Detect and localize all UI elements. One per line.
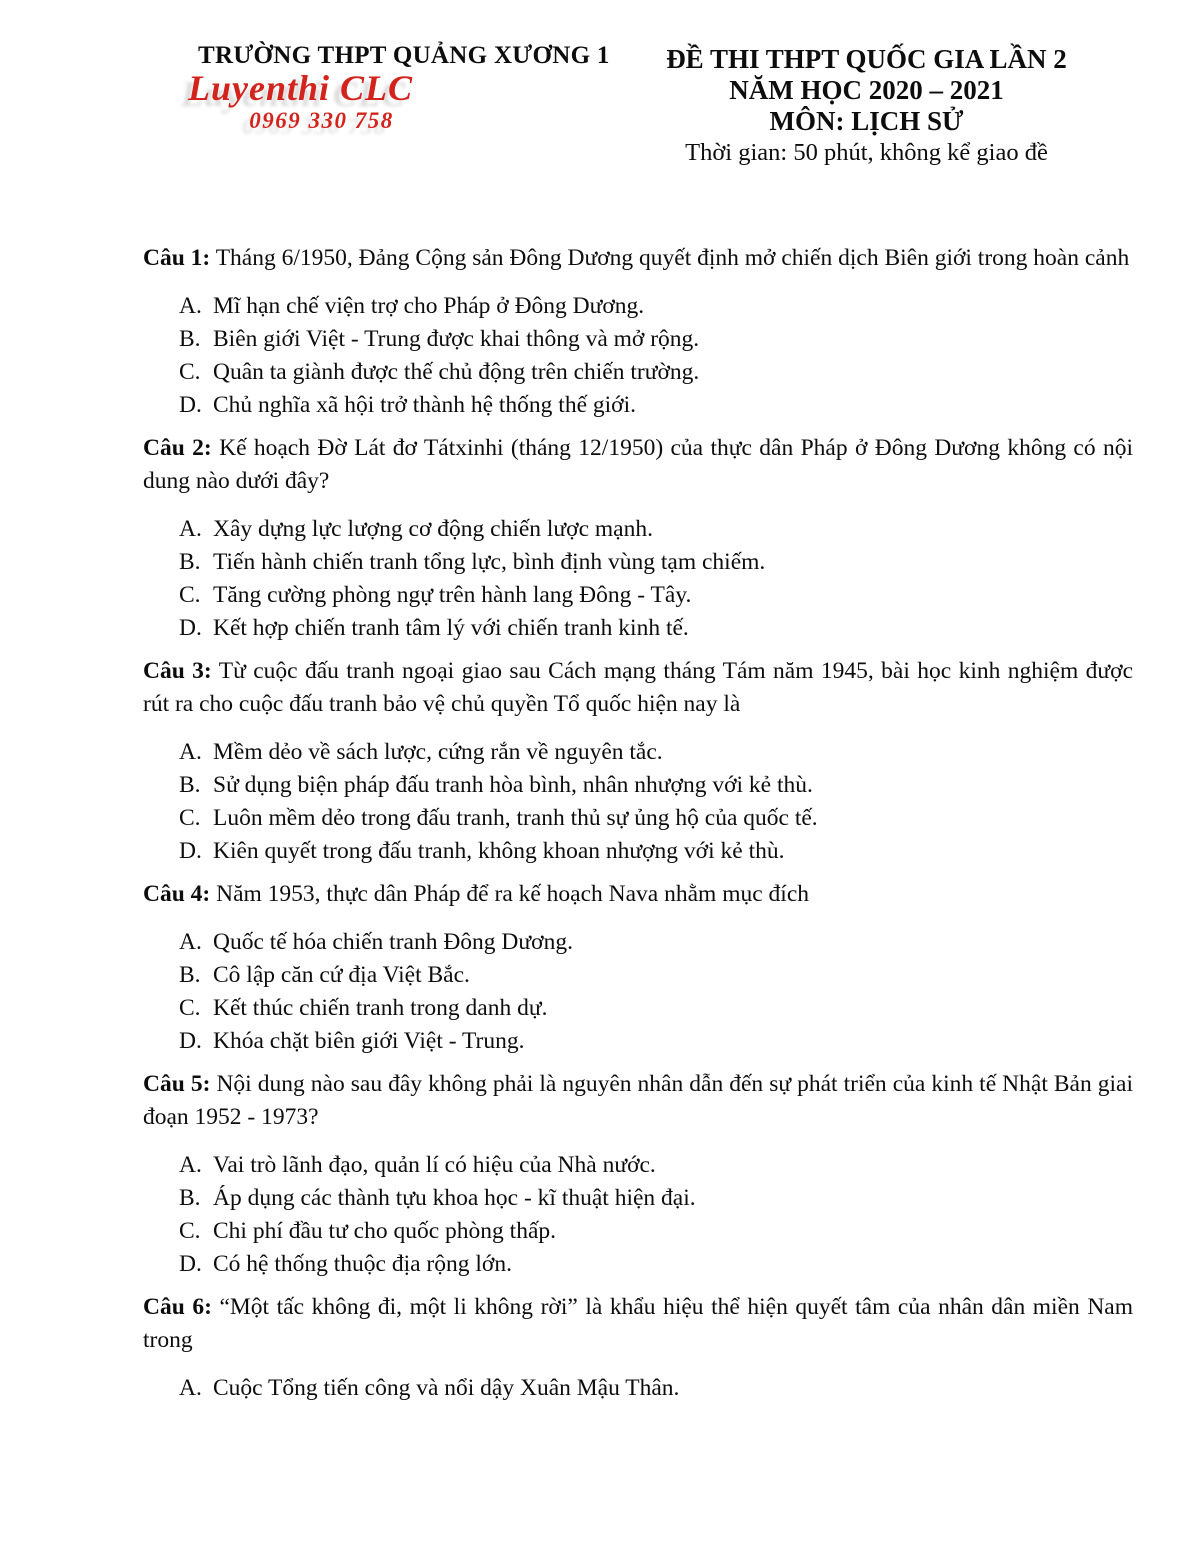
question-stem-line [143, 242, 1133, 275]
options-list [143, 926, 1133, 1058]
question-stem-line [143, 432, 1133, 498]
option-text: Luôn mềm dẻo trong đấu tranh, tranh thủ sự ủng hộ của quốc tế. [213, 805, 818, 831]
option-key: C. [179, 582, 201, 608]
brand-logo [188, 70, 413, 134]
question-stem-line [143, 1068, 1133, 1134]
answer-option [179, 1025, 1133, 1058]
option-key: A. [179, 516, 202, 542]
answer-option [179, 1149, 1133, 1182]
option-key: D. [179, 838, 202, 864]
answer-option [179, 736, 1133, 769]
option-key: A. [179, 929, 202, 955]
answer-option [179, 959, 1133, 992]
option-key: A. [179, 293, 202, 319]
question-stem-line [143, 1291, 1133, 1357]
question [143, 242, 1133, 422]
option-text: Cuộc Tổng tiến công và nổi dậy Xuân Mậu Thân. [213, 1375, 680, 1401]
document-header [0, 0, 1200, 168]
option-text: Cô lập căn cứ địa Việt Bắc. [213, 962, 470, 988]
answer-option [179, 1372, 1133, 1405]
answer-option [179, 926, 1133, 959]
option-key: B. [179, 962, 201, 988]
options-list [143, 513, 1133, 645]
question [143, 1291, 1133, 1405]
options-list [143, 736, 1133, 868]
exam-subject: MÔN: LỊCH SỬ [769, 106, 964, 136]
options-list [143, 1372, 1133, 1405]
brand-phone-number: 0969 330 758 [249, 107, 394, 133]
question-stem: Kế hoạch Đờ Lát đơ Tátxinhi (tháng 12/1950) của thực dân Pháp ở Đông Dương không có nội dung nào dưới đây? [143, 435, 1134, 494]
answer-option [179, 290, 1133, 323]
answer-option [179, 612, 1133, 645]
answer-option [179, 389, 1133, 422]
option-text: Kết thúc chiến tranh trong danh dự. [213, 995, 548, 1021]
exam-title: ĐỀ THI THPT QUỐC GIA LẦN 2 [666, 44, 1067, 74]
option-key: B. [179, 772, 201, 798]
exam-duration: Thời gian: 50 phút, không kể giao đề [685, 139, 1048, 166]
answer-option [179, 546, 1133, 579]
question-stem: “Một tấc không đi, một li không rời” là khẩu hiệu thể hiện quyết tâm của nhân dân miền Nam trong [143, 1294, 1134, 1353]
option-text: Xây dựng lực lượng cơ động chiến lược mạnh. [213, 516, 653, 542]
option-key: B. [179, 326, 201, 352]
option-key: D. [179, 392, 202, 418]
option-text: Tiến hành chiến tranh tổng lực, bình định vùng tạm chiếm. [213, 549, 766, 575]
option-key: C. [179, 359, 201, 385]
answer-option [179, 992, 1133, 1025]
question [143, 1068, 1133, 1281]
question [143, 432, 1133, 645]
question-label: Câu 1: [143, 245, 211, 271]
question [143, 878, 1133, 1058]
answer-option [179, 513, 1133, 546]
option-key: B. [179, 549, 201, 575]
answer-option [179, 769, 1133, 802]
option-text: Quân ta giành được thế chủ động trên chiến trường. [213, 359, 700, 385]
answer-option [179, 1182, 1133, 1215]
exam-school-year: NĂM HỌC 2020 – 2021 [729, 75, 1004, 105]
option-text: Chủ nghĩa xã hội trở thành hệ thống thế giới. [213, 392, 636, 418]
question-label: Câu 4: [143, 881, 211, 907]
option-text: Có hệ thống thuộc địa rộng lớn. [213, 1251, 512, 1277]
brand-logo-text: Luyenthi CLC [188, 68, 414, 108]
option-text: Tăng cường phòng ngự trên hành lang Đông - Tây. [213, 582, 692, 608]
option-text: Mềm dẻo về sách lược, cứng rắn về nguyên tắc. [213, 739, 663, 765]
answer-option [179, 323, 1133, 356]
option-text: Quốc tế hóa chiến tranh Đông Dương. [213, 929, 573, 955]
answer-option [179, 579, 1133, 612]
question-label: Câu 3: [143, 658, 212, 684]
option-key: B. [179, 1185, 201, 1211]
question-stem-line [143, 878, 1133, 911]
option-key: A. [179, 1375, 202, 1401]
option-key: C. [179, 995, 201, 1021]
school-name: TRƯỜNG THPT QUẢNG XƯƠNG 1 [198, 42, 610, 69]
answer-option [179, 835, 1133, 868]
question-stem: Từ cuộc đấu tranh ngoại giao sau Cách mạng tháng Tám năm 1945, bài học kinh nghiệm được rút ra cho cuộc đấu tranh bảo vệ chủ quyền Tổ quốc hiện nay là [143, 658, 1133, 717]
option-text: Mĩ hạn chế viện trợ cho Pháp ở Đông Dương. [213, 293, 645, 319]
question-label: Câu 2: [143, 435, 212, 461]
option-text: Chi phí đầu tư cho quốc phòng thấp. [213, 1218, 556, 1244]
option-text: Kiên quyết trong đấu tranh, không khoan nhượng với kẻ thù. [213, 838, 785, 864]
option-key: C. [179, 1218, 201, 1244]
question-stem: Nội dung nào sau đây không phải là nguyên nhân dẫn đến sự phát triển của kinh tế Nhật Bản giai đoạn 1952 - 1973? [143, 1071, 1134, 1130]
option-key: A. [179, 739, 202, 765]
answer-option [179, 1215, 1133, 1248]
answer-option [179, 356, 1133, 389]
question [143, 655, 1133, 868]
option-key: C. [179, 805, 201, 831]
option-text: Biên giới Việt - Trung được khai thông và mở rộng. [213, 326, 700, 352]
exam-title-block [603, 42, 1130, 168]
option-key: A. [179, 1152, 202, 1178]
option-text: Áp dụng các thành tựu khoa học - kĩ thuật hiện đại. [213, 1185, 696, 1211]
question-stem: Tháng 6/1950, Đảng Cộng sản Đông Dương quyết định mở chiến dịch Biên giới trong hoàn cảnh [215, 245, 1130, 271]
option-text: Khóa chặt biên giới Việt - Trung. [213, 1028, 525, 1054]
question-label: Câu 6: [143, 1294, 212, 1320]
options-list [143, 290, 1133, 422]
option-text: Kết hợp chiến tranh tâm lý với chiến tranh kinh tế. [213, 615, 689, 641]
question-list [143, 242, 1133, 1405]
option-text: Vai trò lãnh đạo, quản lí có hiệu của Nhà nước. [213, 1152, 656, 1178]
question-stem: Năm 1953, thực dân Pháp để ra kế hoạch Nava nhằm mục đích [216, 881, 809, 907]
header-left-block [143, 42, 610, 168]
option-key: D. [179, 1028, 202, 1054]
option-text: Sử dụng biện pháp đấu tranh hòa bình, nhân nhượng với kẻ thù. [213, 772, 813, 798]
option-key: D. [179, 1251, 202, 1277]
option-key: D. [179, 615, 202, 641]
question-label: Câu 5: [143, 1071, 211, 1097]
answer-option [179, 802, 1133, 835]
answer-option [179, 1248, 1133, 1281]
options-list [143, 1149, 1133, 1281]
question-stem-line [143, 655, 1133, 721]
